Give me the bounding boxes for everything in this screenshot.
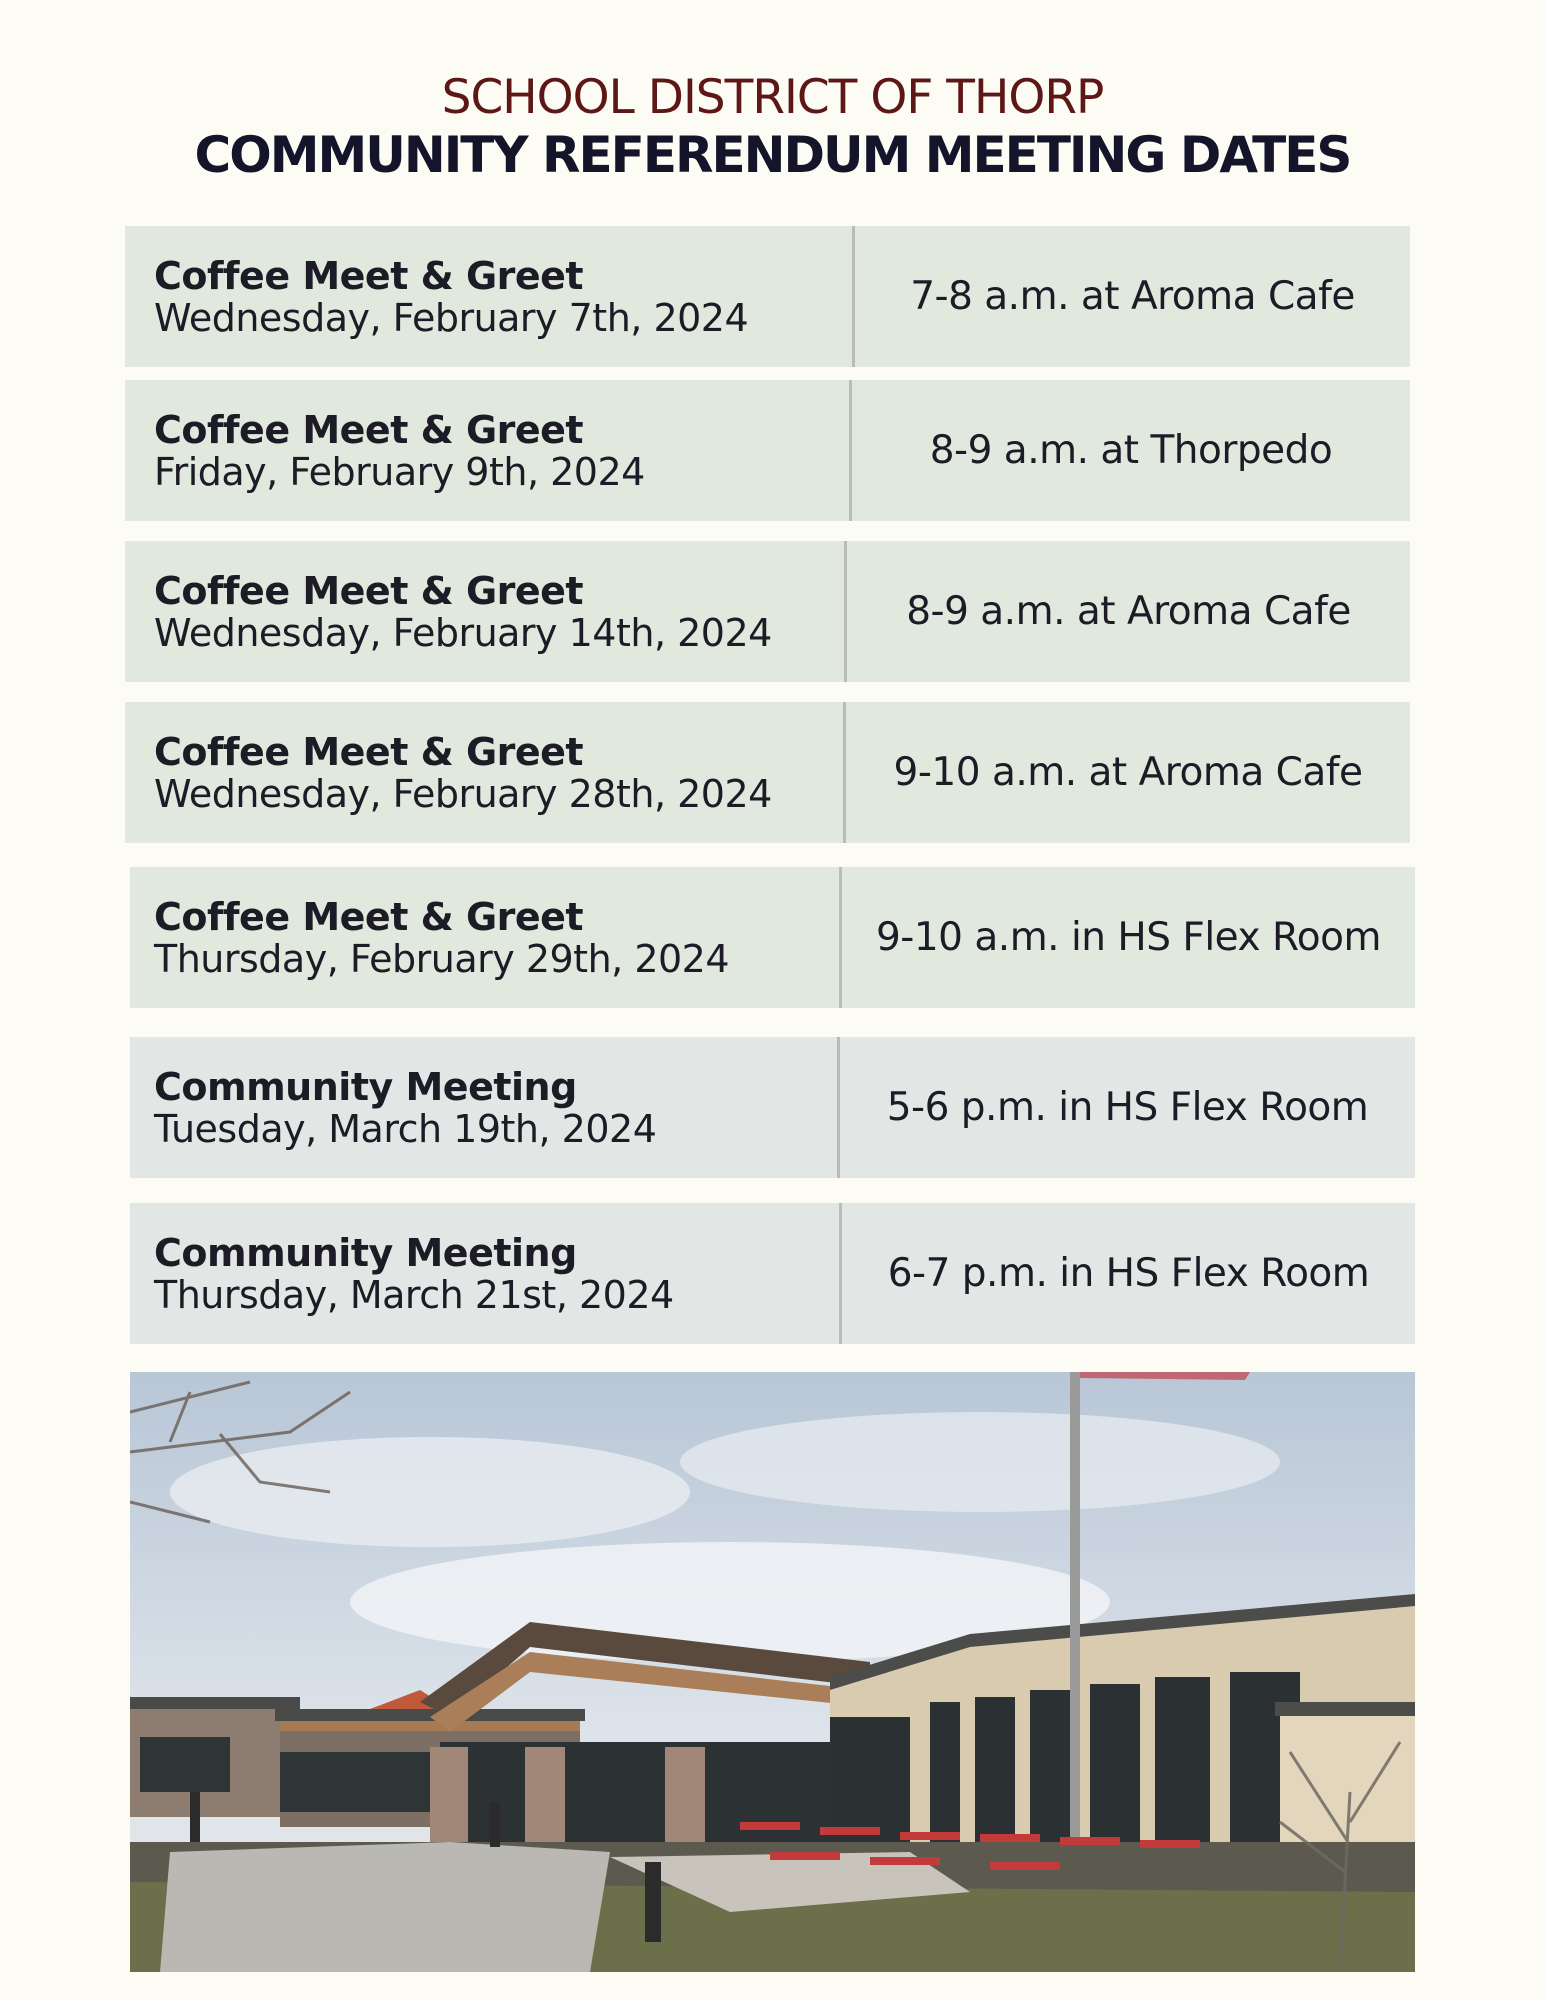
meeting-date: Wednesday, February 14th, 2024 <box>154 610 772 655</box>
meeting-row-1 <box>125 226 1410 367</box>
meeting-title: Coffee Meet & Greet <box>154 253 584 298</box>
school-building-photo <box>130 1372 1415 1972</box>
meeting-row-3 <box>125 541 1410 682</box>
meeting-title: Coffee Meet & Greet <box>154 407 584 452</box>
meeting-row-5 <box>130 867 1415 1008</box>
meeting-date: Thursday, March 21st, 2024 <box>154 1272 674 1317</box>
meeting-date: Wednesday, February 28th, 2024 <box>154 771 772 816</box>
meeting-title: Community Meeting <box>154 1064 577 1109</box>
meeting-time-place: 7-8 a.m. at Aroma Cafe <box>910 274 1355 319</box>
meeting-title: Coffee Meet & Greet <box>154 894 584 939</box>
page-title: COMMUNITY REFERENDUM MEETING DATES <box>194 126 1351 184</box>
meeting-date: Friday, February 9th, 2024 <box>154 449 645 494</box>
header <box>0 70 1545 184</box>
meeting-time-place: 9-10 a.m. in HS Flex Room <box>875 915 1382 960</box>
meeting-info <box>130 1203 842 1344</box>
meeting-row-7 <box>130 1203 1415 1344</box>
meeting-info <box>130 1037 840 1178</box>
school-building-illustration <box>130 1372 1415 1972</box>
meeting-time-place: 5-6 p.m. in HS Flex Room <box>886 1085 1369 1130</box>
meeting-row-2 <box>125 380 1410 521</box>
meeting-info <box>125 702 846 843</box>
meeting-row-6 <box>130 1037 1415 1178</box>
meeting-date: Tuesday, March 19th, 2024 <box>154 1106 657 1151</box>
meeting-info <box>125 541 847 682</box>
meeting-row-4 <box>125 702 1410 843</box>
meeting-time-place: 8-9 a.m. at Aroma Cafe <box>906 589 1351 634</box>
meeting-time-place: 6-7 p.m. in HS Flex Room <box>887 1251 1370 1296</box>
district-name: SCHOOL DISTRICT OF THORP <box>441 70 1104 125</box>
meeting-title: Community Meeting <box>154 1230 577 1275</box>
meeting-title: Coffee Meet & Greet <box>154 568 584 613</box>
meeting-time-place: 9-10 a.m. at Aroma Cafe <box>893 750 1363 795</box>
meeting-time-place: 8-9 a.m. at Thorpedo <box>929 428 1333 473</box>
meeting-date: Wednesday, February 7th, 2024 <box>154 295 749 340</box>
meeting-date: Thursday, February 29th, 2024 <box>154 936 730 981</box>
meeting-info <box>125 380 852 521</box>
meeting-info <box>125 226 855 367</box>
meeting-info <box>130 867 842 1008</box>
meeting-title: Coffee Meet & Greet <box>154 729 584 774</box>
